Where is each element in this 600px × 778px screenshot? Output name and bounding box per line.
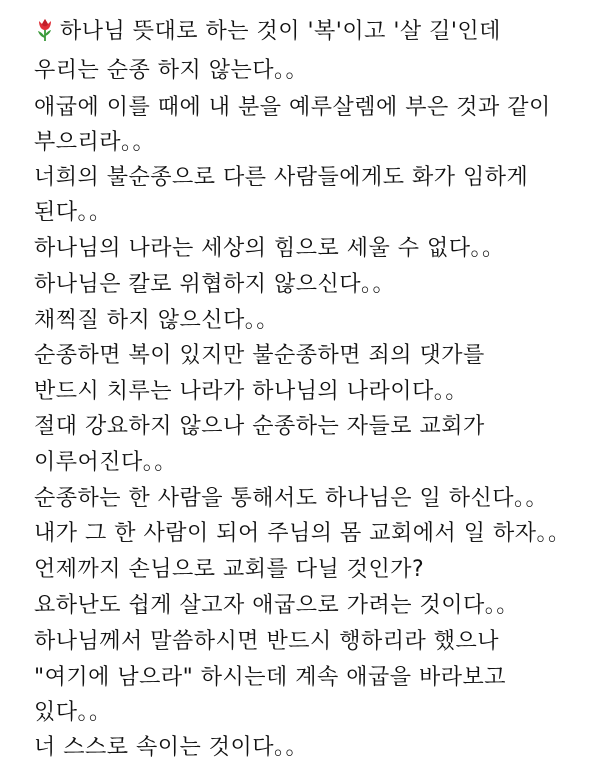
text-line-19: "여기에 남으라" 하시는데 계속 애굽을 바라보고 bbox=[34, 665, 506, 690]
text-line-5: 너희의 불순종으로 다른 사람들에게도 화가 임하게 bbox=[34, 165, 529, 190]
text-line-16: 언제까지 손님으로 교회를 다닐 것인가? bbox=[34, 557, 425, 582]
text-line-20: 있다。。 bbox=[34, 700, 112, 725]
text-line-13: 이루어진다。。 bbox=[34, 450, 177, 475]
text-line-14: 순종하는 한 사람을 통해서도 하나님은 일 하신다。。 bbox=[34, 486, 549, 511]
text-line-9: 채찍질 하지 않으신다。。 bbox=[34, 308, 279, 333]
text-line-3: 애굽에 이를 때에 내 분을 예루살렘에 부은 것과 같이 bbox=[34, 95, 551, 120]
text-line-1 bbox=[34, 16, 501, 47]
text-line-2: 우리는 순종 하지 않는다。。 bbox=[34, 58, 309, 83]
text-line-8: 하나님은 칼로 위협하지 않으신다。。 bbox=[34, 272, 396, 297]
text-line-7: 하나님의 나라는 세상의 힘으로 세울 수 없다。。 bbox=[34, 236, 505, 261]
text-line-17: 요하난도 쉽게 살고자 애굽으로 가려는 것이다。。 bbox=[34, 593, 519, 618]
text-line-12: 절대 강요하지 않으나 순종하는 자들로 교회가 bbox=[34, 414, 485, 439]
text-line-4: 부으리라。。 bbox=[34, 130, 156, 155]
text-line-11: 반드시 치루는 나라가 하나님의 나라이다。。 bbox=[34, 379, 468, 404]
text-line-10: 순종하면 복이 있지만 불순종하면 죄의 댓가를 bbox=[34, 343, 485, 368]
line-text: 하나님 뜻대로 하는 것이 '복'이고 '살 길'인데 bbox=[60, 19, 501, 44]
text-line-15: 내가 그 한 사람이 되어 주님의 몸 교회에서 일 하자。。 bbox=[34, 521, 571, 546]
text-line-18: 하나님께서 말씀하시면 반드시 행하리라 했으나 bbox=[34, 629, 500, 654]
text-line-21: 너 스스로 속이는 것이다。。 bbox=[34, 735, 309, 760]
tulip-icon bbox=[34, 16, 56, 42]
text-line-6: 된다。。 bbox=[34, 200, 112, 225]
